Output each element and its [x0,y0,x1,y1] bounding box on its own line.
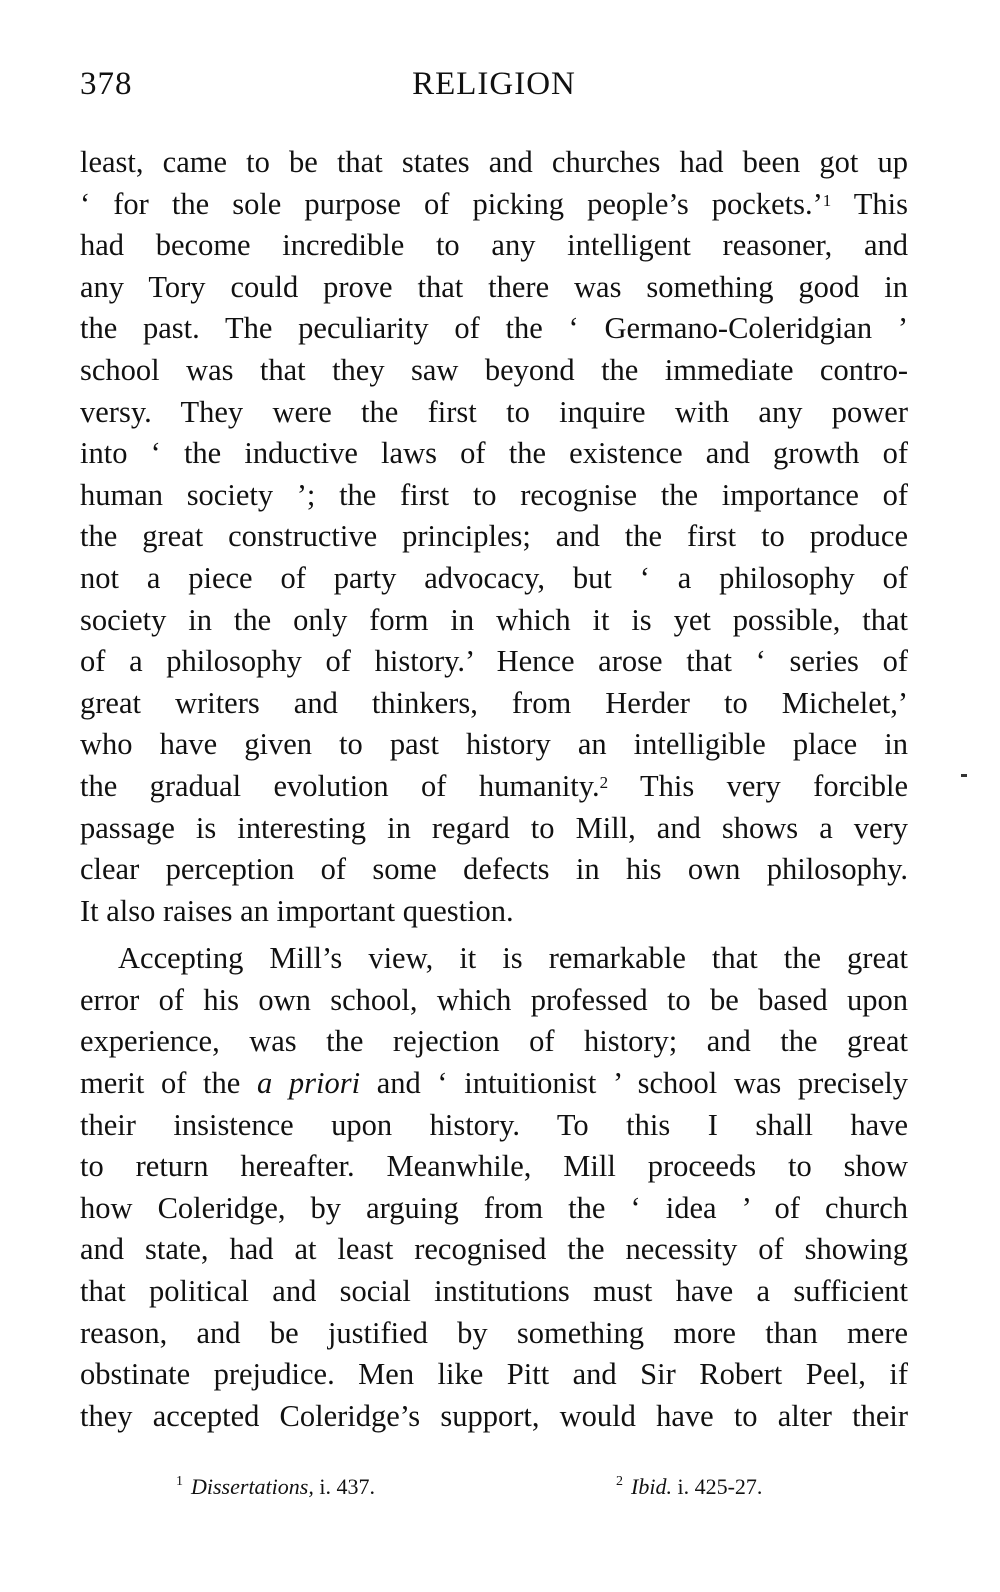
text-line: had become incredible to any intelligent reasoner, and [80,228,908,263]
text-line: passage is interesting in regard to Mill, and shows a very [80,810,908,845]
footnote [176,1474,375,1500]
footnote [616,1474,762,1500]
text-line: reason, and be justified by something more than mere [80,1315,908,1350]
text-segment: the gradual evolution of humanity. [80,768,600,803]
text-line: least, came to be that states and churches had been got up [80,145,908,179]
text-line: society in the only form in which it is yet possible, that [80,602,908,637]
footnote-ref-text: i. 425-27. [677,1474,763,1499]
text-line: of a philosophy of history.’ Hence arose that ‘ series of [80,644,908,679]
text-line: great writers and thinkers, from Herder to Michelet,’ [80,685,908,720]
text-line: into ‘ the inductive laws of the existence and growth of [80,436,908,471]
page-number: 378 [80,66,133,102]
text-line: It also raises an important question. [80,893,514,928]
text-line: their insistence upon history. To this I shall have [80,1107,908,1142]
text-segment: merit of the [80,1066,241,1101]
text-line: Accepting Mill’s view, it is remarkable that the great [118,941,908,976]
text-line: human society ’; the first to recognise the importance of [80,477,908,512]
body-text [80,142,908,1437]
text-line: they accepted Coleridge’s support, would have to alter their [80,1398,908,1433]
text-segment: ‘ for the sole purpose of picking people’s pockets.’ [80,186,823,221]
text-line [80,766,908,808]
text-line: the past. The peculiarity of the ‘ Germano-Coleridgian ’ [80,311,908,346]
text-segment: This very forcible [640,768,908,803]
text-line: how Coleridge, by arguing from the ‘ idea ’ of church [80,1190,908,1225]
footnote-ref-text: i. 437. [319,1474,375,1499]
text-line: error of his own school, which professed to be based upon [80,982,908,1017]
text-segment: and ‘ intuitionist ’ school was precisely [376,1066,908,1101]
footnote-source: Dissertations, [191,1474,314,1499]
text-line: the great constructive principles; and the first to produce [80,519,908,554]
text-line: experience, was the rejection of history; and the great [80,1024,908,1059]
text-line: to return hereafter. Meanwhile, Mill proceeds to show [80,1149,908,1184]
text-line: who have given to past history an intelligible place in [80,727,908,762]
text-line: clear perception of some defects in his own philosophy. [80,852,908,887]
footnote-mark: 2 [616,1474,623,1489]
text-line [80,184,908,226]
italic-phrase: a priori [256,1066,361,1101]
margin-mark [961,774,967,777]
footnotes [80,1474,908,1514]
text-line: and state, had at least recognised the necessity of showing [80,1232,908,1267]
text-line [80,1063,908,1105]
text-line: any Tory could prove that there was something good in [80,269,908,304]
footnote-ref: 2 [599,772,609,792]
text-line: obstinate prejudice. Men like Pitt and Sir Robert Peel, if [80,1357,908,1392]
text-line: that political and social institutions must have a sufficient [80,1274,908,1309]
text-line: school was that they saw beyond the immediate contro- [80,352,908,387]
running-head: RELIGION [412,66,576,102]
text-line: not a piece of party advocacy, but ‘ a philosophy of [80,560,908,595]
footnote-source: Ibid. [631,1474,672,1499]
footnote-ref: 1 [822,190,832,210]
text-line: versy. They were the first to inquire with any power [80,394,908,429]
page-header [80,66,908,118]
text-segment: This [853,186,908,221]
footnote-mark: 1 [176,1474,183,1489]
